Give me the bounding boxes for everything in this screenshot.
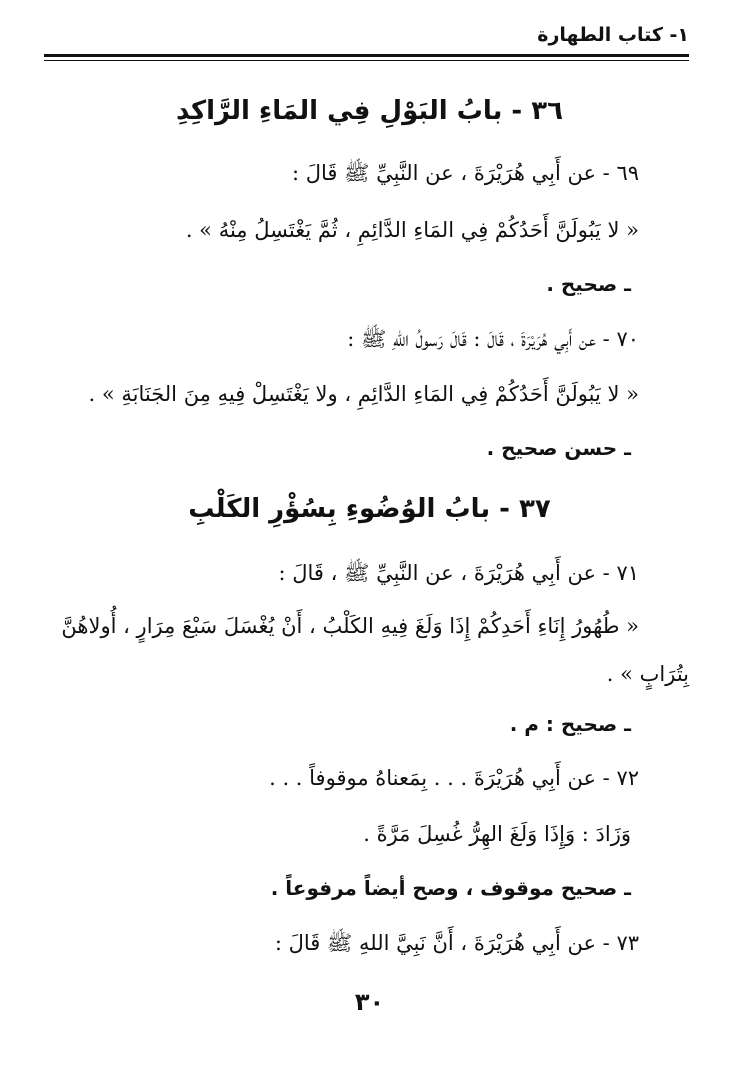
running-head: ١- كتاب الطهارة [537, 24, 689, 46]
hadith-69-matn: « لا يَبُولَنَّ أَحَدُكُمْ فِي المَاءِ الدَّائِمِ ، ثُمَّ يَغْتَسِلُ مِنْهُ » . [185, 218, 639, 242]
hadith-71-grade: ـ صحيح : م . [509, 712, 631, 736]
page-number: ٣٠ [354, 988, 385, 1016]
hadith-70-matn: « لا يَبُولَنَّ أَحَدُكُمْ فِي المَاءِ الدَّائِمِ ، ولا يَغْتَسِلْ فِيهِ مِنَ الجَنَابَةِ » . [88, 382, 639, 406]
hadith-69-isnad: ٦٩ - عن أَبِي هُرَيْرَةَ ، عن النَّبِيِّ ﷺ قَالَ : [291, 161, 639, 185]
hadith-71-isnad: ٧١ - عن أَبِي هُرَيْرَةَ ، عن النَّبِيِّ ﷺ ، قَالَ : [278, 561, 639, 585]
chapter-heading-37: ٣٧ - بابُ الوُضُوءِ بِسُؤْرِ الكَلْبِ [188, 494, 551, 524]
hadith-72-isnad: ٧٢ - عن أَبِي هُرَيْرَةَ . . . بِمَعناهُ موقوفاً . . . [269, 766, 639, 790]
header-rule-thin [44, 60, 689, 61]
hadith-72-grade: ـ صحيح موقوف ، وصح أيضاً مرفوعاً . [270, 876, 631, 900]
hadith-70-isnad: ٧٠ - عن أَبِي هُرَيْرَةَ ، قَالَ : قَالَ رَسولُ اللهِ ﷺ : [347, 327, 639, 351]
header-rule-thick [44, 54, 689, 57]
hadith-71-matn-line1: « طُهُورُ إِنَاءِ أَحَدِكُمْ إِذَا وَلَغَ فِيهِ الكَلْبُ ، أَنْ يُغْسَلَ سَبْعَ مِرَارٍ ، أُولاهُنَّ [61, 614, 639, 638]
chapter-heading-36: ٣٦ - بابُ البَوْلِ فِي المَاءِ الرَّاكِدِ [175, 96, 564, 126]
hadith-71-matn-line2: بِتُرَابٍ » . [606, 662, 689, 686]
hadith-72-addition: وَزَادَ : وَإِذَا وَلَغَ الهِرُّ غُسِلَ مَرَّةً . [363, 822, 631, 846]
hadith-69-grade: ـ صحيح . [546, 272, 631, 296]
hadith-70-grade: ـ حسن صحيح . [486, 436, 631, 460]
hadith-73-isnad: ٧٣ - عن أَبِي هُرَيْرَةَ ، أَنَّ نَبِيَّ اللهِ ﷺ قَالَ : [274, 931, 639, 955]
